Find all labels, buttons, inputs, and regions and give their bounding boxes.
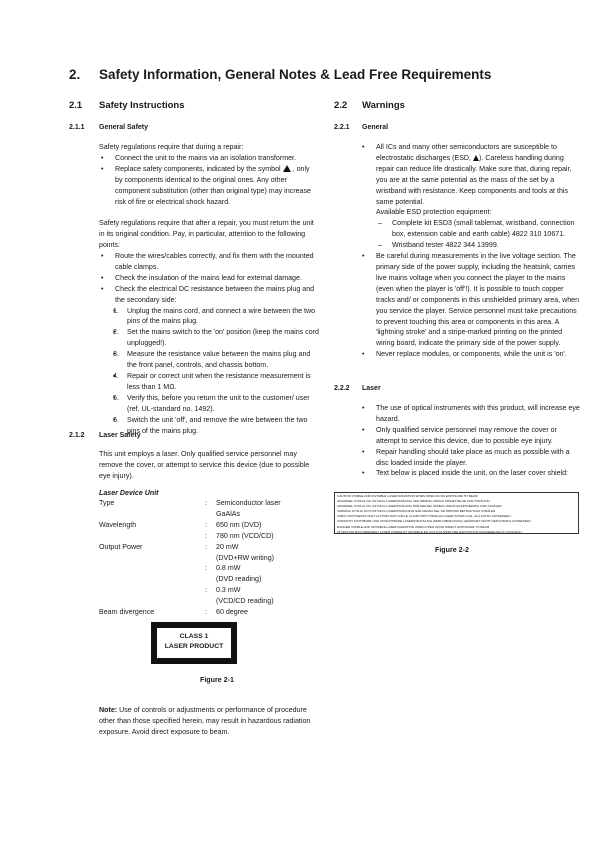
bullet-text: The use of optical instruments with this product, will increase eye hazard.: [376, 404, 580, 423]
spec-label: Beam divergence: [99, 608, 155, 617]
spec-value: (DVD+RW writing): [216, 553, 275, 562]
class-label-line: CLASS 1: [179, 633, 209, 640]
numbered-step: [111, 393, 319, 415]
bullet-text: Repair handling should take place as much as possible with a disc loaded inside the player.: [376, 447, 570, 467]
bullet-text: Check the insulation of the mains lead for external damage.: [115, 273, 302, 282]
step-text: Unplug the mains cord, and connect a wire between the two pins of the mains plug.: [127, 306, 316, 326]
section-title-warnings: Warnings: [362, 100, 405, 111]
bullet-text-comma: ,: [292, 164, 295, 173]
chapter-number: 2.: [69, 67, 81, 82]
note-label: Note:: [99, 706, 118, 714]
subsection-title-general: General: [362, 124, 389, 131]
spec-row: [99, 607, 281, 618]
spec-label: [99, 574, 205, 585]
dash-item: [376, 218, 582, 240]
spec-value: (DVD reading): [216, 575, 262, 584]
bullet-text: All ICs and many other semiconductors are susceptible to electrostatic discharges (ESD,: [376, 143, 557, 162]
step-text: Measure the resistance value between the mains plug and the front panel, controls, and chassis bottom.: [127, 350, 311, 370]
spec-label: [99, 563, 205, 574]
spec-separator: [205, 553, 216, 564]
bullet-text: Route the wires/cables correctly, and fix them with the mounted cable clamps.: [115, 252, 314, 271]
warning-label-line: VARO! AVATTAESSA OLET ALTTIINA NÄKYVÄLLE JA NÄKYMÄTTÖMÄLLE LASER SÄTEILYLLE. ÄLÄ KATSO SÄTEESEEN: [337, 514, 511, 519]
spec-separator: :: [205, 531, 207, 540]
warnings-laser-text: [360, 403, 582, 479]
spec-label: [99, 531, 205, 542]
warning-label-line: CAUTION VISIBLE AND INVISIBLE LASER RADIATION WHEN OPEN AVOID EXPOSURE TO BEAM: [337, 494, 478, 498]
warning-triangle-icon: [283, 165, 291, 172]
laser-device-unit-heading: Laser Device Unit: [99, 489, 159, 497]
figure-caption-2-2: Figure 2-2: [435, 546, 469, 554]
section-title-safety-instructions: Safety Instructions: [99, 100, 185, 111]
warning-label-line: VARNING SYNLIG OCH OSYNLIG LASERSTRÅLNING NÄR DENNA DEL ÄR ÖPPNAD BETRAKTA EJ STRÅLEN: [337, 509, 496, 514]
numbered-step: [111, 327, 319, 349]
spec-value: 650 nm (DVD): [216, 520, 262, 529]
spec-separator: :: [205, 499, 207, 507]
paragraph: Safety regulations require that after a repair, you must return the unit in its original condition. Pay, in particular, attention to the following points:: [99, 219, 314, 250]
spec-value: 0.8 mW: [216, 564, 241, 573]
numbered-step: [111, 415, 319, 437]
note-text: Use of controls or adjustments or performance of procedure other than those specified herein, may result in hazardous radiation exposure. Avoid direct exposure to beam.: [99, 706, 311, 736]
spec-separator: :: [205, 608, 207, 617]
subsection-number-2-1-1: 2.1.1: [69, 124, 85, 131]
figure-caption-2-1: Figure 2-1: [200, 676, 234, 684]
step-number: • 3.: [113, 350, 119, 359]
subsection-number-2-2-1: 2.2.1: [334, 124, 350, 131]
warning-label-line: ADVARSEL SYNLIG OG USYNLIG LASERSTRÅLING NÅR DEKSEL ÅPNES UNNGÅ EKSPONERING FOR STRÅLEN: [337, 504, 502, 509]
class-1-laser-label: [151, 622, 237, 664]
spec-row: [99, 553, 281, 564]
step-number: • 4.: [113, 372, 119, 381]
dash-item: [376, 240, 582, 251]
spec-row: [99, 585, 281, 596]
spec-label: Output Power: [99, 542, 143, 551]
spec-label: [99, 553, 205, 564]
bullet-text: Be careful during measurements in the live voltage section. The primary side of the power supply, including the heatsink, carries live mains voltage when you connect the player to the mains (even when the player is 'off'!). It is possible to touch copper tracks and/ or components in this unshielded primary area, when you service the player. Service personnel must take precautions to prevent touching this area or components in this area. A 'lightning stroke' and a stripe-marked printing on the printed wiring board, indicate the primary side of the power supply.: [376, 252, 580, 348]
laser-safety-paragraph: This unit employs a laser. Only qualified service personnel may remove the cover, or attempt to service this device (due to possible eye injury).: [99, 450, 310, 480]
bullet-text-cont: Available ESD protection equipment:: [376, 208, 492, 217]
bullet-text: Only qualified service personnel may remove the cover or attempt to service this device, due to possible eye injury.: [376, 425, 557, 445]
subsection-title-laser-safety: Laser Safety: [99, 432, 141, 439]
general-safety-text: [99, 142, 319, 436]
spec-row: [99, 498, 281, 509]
chapter-title: Safety Information, General Notes & Lead Free Requirements: [99, 67, 492, 82]
spec-label: [99, 585, 205, 596]
spec-label: Wavelength: [99, 520, 137, 529]
subsection-number-2-2-2: 2.2.2: [334, 385, 350, 392]
spec-row: [99, 542, 281, 553]
spec-value: Semiconductor laser: [216, 499, 281, 507]
list-item: [360, 425, 582, 447]
laser-warning-label: [334, 492, 579, 534]
bullet-text: Never replace modules, or components, while the unit is 'on'.: [376, 350, 567, 359]
step-text: Set the mains switch to the 'on' position (keep the mains cord unplugged!).: [127, 328, 319, 348]
numbered-step: [111, 349, 319, 371]
spec-row: [99, 531, 281, 542]
laser-spec-table: [99, 498, 281, 618]
list-item: [99, 153, 319, 164]
list-item: [360, 251, 582, 349]
step-text: Repair or correct unit when the resistance measurement is less than 1 MΩ.: [127, 372, 311, 391]
list-item: [360, 468, 582, 479]
list-item: [360, 349, 582, 360]
class-label-line: LASER PRODUCT: [164, 643, 224, 650]
spec-row: [99, 520, 281, 531]
spec-separator: [205, 509, 216, 520]
bullet-text: Replace safety components, indicated by the symbol: [115, 164, 281, 173]
warning-label-line: DANGER VISIBLE AND INVISIBLE LASER RADIATION WHEN OPEN AVOID DIRECT EXPOSURE TO BEAM: [337, 524, 490, 529]
step-text: Verify this, before you return the unit to the customer/ user (ref. UL-standard no. 1492).: [127, 393, 310, 413]
spec-separator: :: [205, 564, 207, 573]
spec-row: [99, 509, 281, 520]
spec-label: [99, 596, 205, 607]
subsection-title-laser: Laser: [362, 385, 381, 392]
step-number: • 2.: [113, 328, 119, 337]
dash-text: Wristband tester 4822 344 13999.: [392, 241, 499, 250]
bullet-text: Connect the unit to the mains via an isolation transformer.: [115, 153, 296, 162]
spec-value: (VCD/CD reading): [216, 597, 274, 606]
list-item: [99, 284, 319, 437]
warning-label-line: ATTENTION RAYONNEMENT LASER VISIBLE ET INVISIBLE EN CAS D'OUVERTURE EXPOSITION DANGEREUSE AU FAISCEAU: [337, 529, 522, 534]
step-number: • 6.: [113, 415, 119, 424]
subsection-number-2-1-2: 2.1.2: [69, 432, 85, 439]
bullet-text-cont: only by components identical to the original ones. Any other component substitution (other than original type) may increase risk of fire or electrical shock hazard.: [115, 164, 311, 206]
bullet-text: Text below is placed inside the unit, on the laser cover shield:: [376, 469, 569, 478]
spec-row: [99, 596, 281, 607]
list-item: [360, 447, 582, 469]
spec-separator: :: [205, 520, 207, 529]
list-item: [360, 142, 582, 251]
spec-label: Type: [99, 499, 115, 507]
warning-label-line: ADVARSEL SYNLIG OG USYNLIG LASERSTRÅLING VED ÅBNING UNDGÅ UDSÆTTELSE FOR STRÅLING: [337, 499, 490, 504]
numbered-step: [111, 371, 319, 393]
step-number: • 1.: [113, 306, 119, 315]
paragraph: Safety regulations require that during a repair:: [99, 143, 244, 151]
spec-value: 60 degree: [216, 608, 248, 617]
warnings-general-text: [360, 142, 582, 360]
list-item: [99, 251, 319, 273]
list-item: [99, 164, 319, 208]
bullet-text: Check the electrical DC resistance between the mains plug and the secondary side:: [115, 284, 315, 304]
spec-separator: [205, 574, 216, 585]
spec-row: [99, 574, 281, 585]
section-number-2-2: 2.2: [334, 100, 348, 111]
bullet-text-cont: ). Careless handling during repair can reduce life drastically. Make sure that, during repair, you are at the same potential as the mass of the set by a wristband with resistance. Keep components and tools at this same potential.: [376, 153, 572, 206]
spec-separator: :: [205, 586, 207, 595]
note-paragraph: [99, 705, 321, 738]
spec-value: GaAlAs: [216, 509, 241, 518]
spec-value: 780 nm (VCD/CD): [216, 531, 274, 540]
list-item: [99, 273, 319, 284]
list-item: [360, 403, 582, 425]
warning-label-line: VORSICHT SICHTBARE UND UNSICHTBARE LASERSTRAHLUNG WENN ABDECKUNG GEÖFFNET NICHT DEM STRAHL AUSSETZEN: [337, 519, 531, 524]
section-number-2-1: 2.1: [69, 100, 83, 111]
spec-value: 20 mW: [216, 542, 239, 551]
spec-value: 0.3 mW: [216, 586, 241, 595]
subsection-title-general-safety: General Safety: [99, 124, 149, 131]
spec-row: [99, 563, 281, 574]
dash-text: Complete kit ESD3 (small tablemat, wristband, connection box, extension cable and earth cable) 4822 310 10671.: [392, 219, 575, 239]
class-label-inner: [157, 628, 231, 658]
numbered-step: [111, 306, 319, 328]
step-text: Switch the unit 'off', and remove the wire between the two pins of the mains plug.: [127, 415, 308, 435]
step-number: • 5.: [113, 393, 119, 402]
spec-separator: [205, 596, 216, 607]
spec-separator: :: [205, 542, 207, 551]
spec-label: [99, 509, 205, 520]
